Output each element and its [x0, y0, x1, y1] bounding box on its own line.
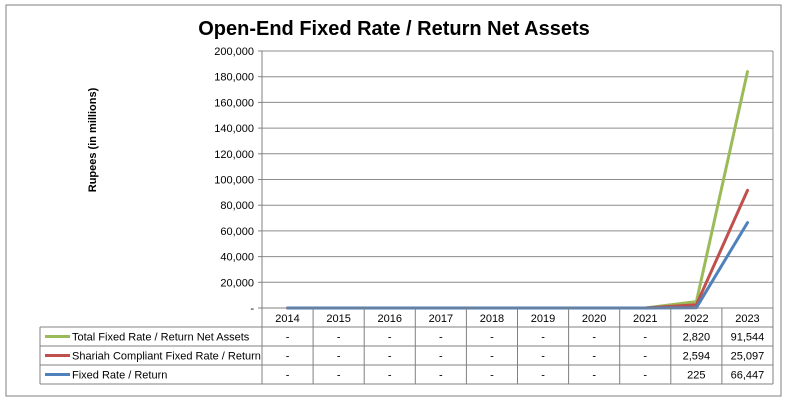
data-label: 25,097	[730, 350, 765, 363]
data-label: -	[439, 369, 443, 382]
x-tick-label: 2016	[377, 313, 402, 325]
data-label: -	[643, 350, 648, 363]
data-label: 2,594	[682, 350, 711, 363]
data-label: -	[490, 350, 494, 363]
y-tick-label: 60,000	[220, 225, 254, 238]
x-tick-label: 2020	[581, 313, 607, 325]
y-tick-label: 160,000	[214, 97, 254, 110]
data-label: -	[592, 350, 596, 363]
data-label: -	[541, 331, 545, 344]
y-tick-label: 140,000	[214, 123, 254, 136]
x-tick-label: 2017	[428, 313, 454, 325]
x-tick-label: 2021	[633, 313, 658, 325]
x-tick-label: 2022	[684, 313, 709, 325]
x-tick-label: 2015	[326, 313, 351, 325]
data-label: 66,447	[730, 369, 765, 382]
data-label: -	[592, 331, 596, 344]
data-label: -	[439, 331, 443, 344]
y-tick-label: 100,000	[214, 174, 254, 187]
y-tick-label: 180,000	[214, 71, 254, 84]
x-tick-label: 2014	[275, 313, 300, 325]
data-label: -	[490, 331, 494, 344]
data-label: -	[643, 369, 648, 382]
x-tick-label: 2018	[479, 313, 505, 325]
data-label: -	[643, 331, 648, 344]
y-tick-label: 120,000	[214, 148, 254, 161]
y-tick-label: 40,000	[220, 251, 254, 264]
data-label: -	[285, 350, 290, 363]
data-label: -	[439, 350, 443, 363]
data-label: 225	[687, 369, 706, 382]
data-label: -	[336, 331, 341, 344]
y-tick-label: 200,000	[214, 46, 254, 58]
y-tick-label: 80,000	[220, 200, 254, 213]
data-label: -	[541, 369, 545, 382]
x-tick-label: 2019	[530, 313, 556, 325]
data-label: -	[592, 369, 596, 382]
legend-entry-1: Shariah Compliant Fixed Rate / Return	[72, 350, 261, 363]
chart-title: Open-End Fixed Rate / Return Net Assets	[198, 18, 590, 40]
data-label: -	[387, 331, 392, 344]
data-label: -	[387, 369, 392, 382]
data-label: -	[285, 331, 290, 344]
data-label: -	[285, 369, 290, 382]
data-label: -	[490, 369, 494, 382]
x-tick-label: 2023	[735, 313, 760, 325]
data-label: -	[336, 369, 341, 382]
data-label: -	[387, 350, 392, 363]
y-tick-label: -	[250, 303, 254, 315]
data-label: 2,820	[682, 331, 711, 344]
legend-entry-0: Total Fixed Rate / Return Net Assets	[72, 331, 250, 344]
y-axis-label: Rupees (in millions)	[87, 87, 99, 193]
data-label: 91,544	[730, 331, 765, 344]
data-label: -	[541, 350, 545, 363]
data-label: -	[336, 350, 341, 363]
legend-entry-2: Fixed Rate / Return	[72, 369, 168, 382]
y-tick-label: 20,000	[220, 277, 254, 290]
